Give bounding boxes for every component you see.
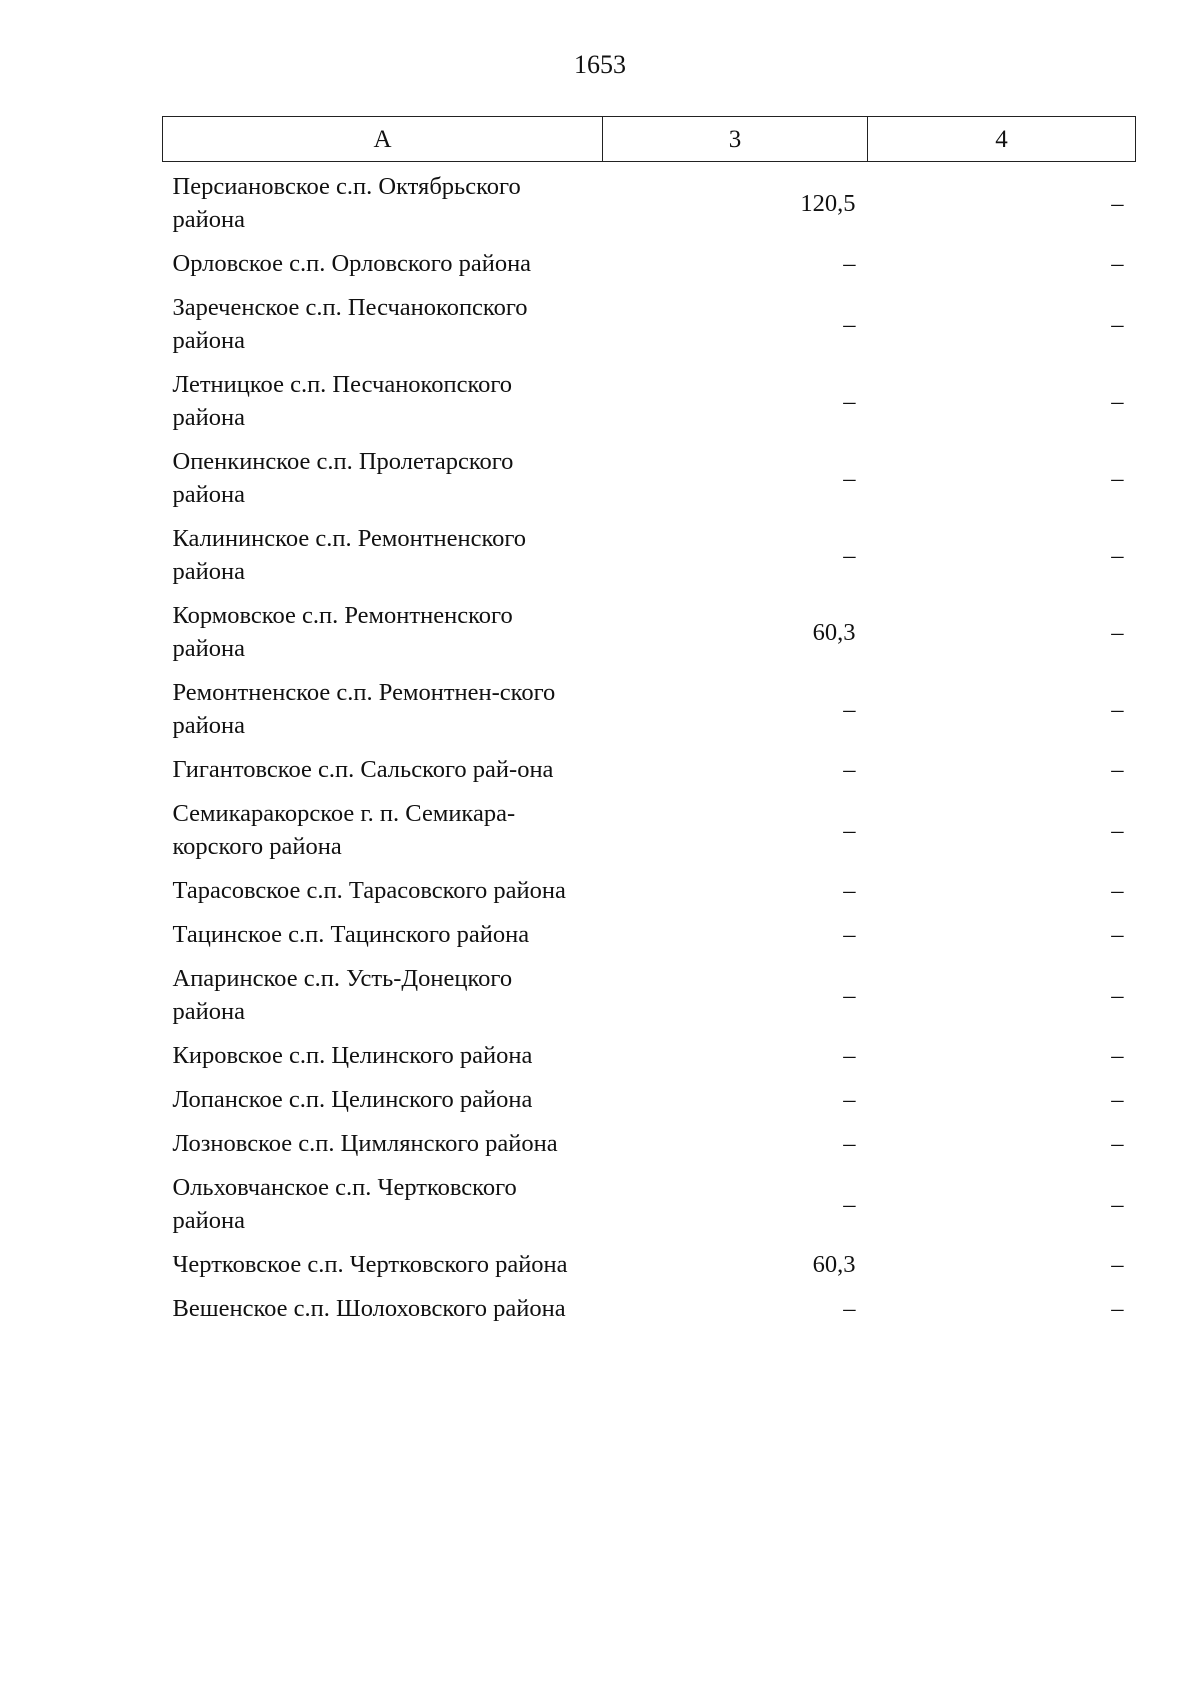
- col-3-value-cell: –: [843, 1042, 856, 1069]
- table-header: [163, 117, 1136, 162]
- col-3-value-cell: –: [843, 877, 856, 904]
- settlement-name-cell: Зареченское с.п. Песчанокопского района: [172, 294, 528, 354]
- table-row: [163, 593, 1136, 670]
- table-row: [163, 241, 1136, 285]
- settlement-name-cell: Лозновское с.п. Цимлянского района: [172, 1130, 558, 1157]
- table-row: [163, 439, 1136, 516]
- col-4-value-cell: –: [1111, 921, 1124, 948]
- col-4-value-cell: –: [1111, 695, 1124, 723]
- settlement-name-cell: Опенкинское с.п. Пролетарского района: [172, 448, 514, 508]
- settlement-name-cell: Ремонтненское с.п. Ремонтнен-ского района: [172, 679, 556, 739]
- col-4-value-cell: –: [1111, 981, 1124, 1009]
- table-row: [163, 362, 1136, 439]
- col-4-value-cell: –: [1111, 189, 1124, 217]
- header-col-3: 3: [603, 117, 868, 162]
- settlement-name-cell: Тацинское с.п. Тацинского района: [172, 921, 530, 948]
- table-row: [163, 1033, 1136, 1077]
- table-row: [163, 285, 1136, 362]
- header-col-4: 4: [868, 117, 1136, 162]
- settlement-name-cell: Летницкое с.п. Песчанокопского района: [172, 371, 513, 431]
- col-3-value-cell: –: [843, 1295, 856, 1322]
- col-3-value-cell: –: [843, 1190, 856, 1218]
- settlement-name-cell: Семикаракорское г. п. Семикара-корского района: [172, 800, 516, 860]
- table-row: [163, 1165, 1136, 1242]
- col-4-value-cell: –: [1111, 618, 1124, 646]
- settlement-name-cell: Вешенское с.п. Шолоховского района: [172, 1295, 566, 1322]
- col-3-value-cell: –: [843, 1130, 856, 1157]
- col-3-value-cell: 120,5: [800, 189, 856, 217]
- table-row: [163, 912, 1136, 956]
- col-4-value-cell: –: [1111, 1086, 1124, 1113]
- table-row: [163, 162, 1136, 242]
- table-row: [163, 670, 1136, 747]
- header-col-a: А: [163, 117, 603, 162]
- table-row: [163, 1242, 1136, 1286]
- header-row: [163, 117, 1136, 162]
- col-4-value-cell: –: [1111, 541, 1124, 569]
- settlement-name-cell: Чертковское с.п. Чертковского района: [172, 1251, 568, 1278]
- data-table: [162, 116, 1136, 1330]
- settlement-name-cell: Калининское с.п. Ремонтненского района: [172, 525, 527, 585]
- table-row: [163, 516, 1136, 593]
- col-4-value-cell: –: [1111, 464, 1124, 492]
- col-4-value-cell: –: [1111, 1190, 1124, 1218]
- table-row: [163, 1077, 1136, 1121]
- col-4-value-cell: –: [1111, 1295, 1124, 1322]
- settlement-name-cell: Ольховчанское с.п. Чертковского района: [172, 1174, 517, 1234]
- col-3-value-cell: –: [843, 310, 856, 338]
- table-row: [163, 1286, 1136, 1330]
- col-3-value-cell: –: [843, 541, 856, 569]
- col-3-value-cell: –: [843, 1086, 856, 1113]
- col-3-value-cell: –: [843, 250, 856, 277]
- col-3-value-cell: –: [843, 921, 856, 948]
- table-row: [163, 1121, 1136, 1165]
- col-4-value-cell: –: [1111, 387, 1124, 415]
- table-row: [163, 747, 1136, 791]
- col-4-value-cell: –: [1111, 250, 1124, 277]
- col-4-value-cell: –: [1111, 877, 1124, 904]
- settlement-name-cell: Кормовское с.п. Ремонтненского района: [172, 602, 513, 662]
- col-3-value-cell: –: [843, 816, 856, 844]
- col-3-value-cell: –: [843, 387, 856, 415]
- col-4-value-cell: –: [1111, 1042, 1124, 1069]
- col-4-value-cell: –: [1111, 310, 1124, 338]
- settlement-name-cell: Гигантовское с.п. Сальского рай-она: [172, 756, 554, 783]
- settlement-name-cell: Орловское с.п. Орловского района: [172, 250, 532, 277]
- col-3-value-cell: –: [843, 695, 856, 723]
- table-body: [163, 162, 1136, 1331]
- col-3-value-cell: –: [843, 464, 856, 492]
- settlement-name-cell: Тарасовское с.п. Тарасовского района: [172, 877, 566, 904]
- col-3-value-cell: –: [843, 756, 856, 783]
- col-4-value-cell: –: [1111, 816, 1124, 844]
- col-4-value-cell: –: [1111, 1251, 1124, 1278]
- settlement-name-cell: Апаринское с.п. Усть-Донецкого района: [172, 965, 513, 1025]
- page-number: 1653: [574, 50, 626, 79]
- table-row: [163, 956, 1136, 1033]
- settlement-name-cell: Персиановское с.п. Октябрьского района: [172, 173, 521, 233]
- col-4-value-cell: –: [1111, 1130, 1124, 1157]
- col-3-value-cell: 60,3: [812, 1251, 856, 1278]
- col-3-value-cell: 60,3: [812, 618, 856, 646]
- table-row: [163, 868, 1136, 912]
- table-row: [163, 791, 1136, 868]
- col-4-value-cell: –: [1111, 756, 1124, 783]
- settlement-name-cell: Кировское с.п. Целинского района: [172, 1042, 533, 1069]
- col-3-value-cell: –: [843, 981, 856, 1009]
- settlement-name-cell: Лопанское с.п. Целинского района: [172, 1086, 533, 1113]
